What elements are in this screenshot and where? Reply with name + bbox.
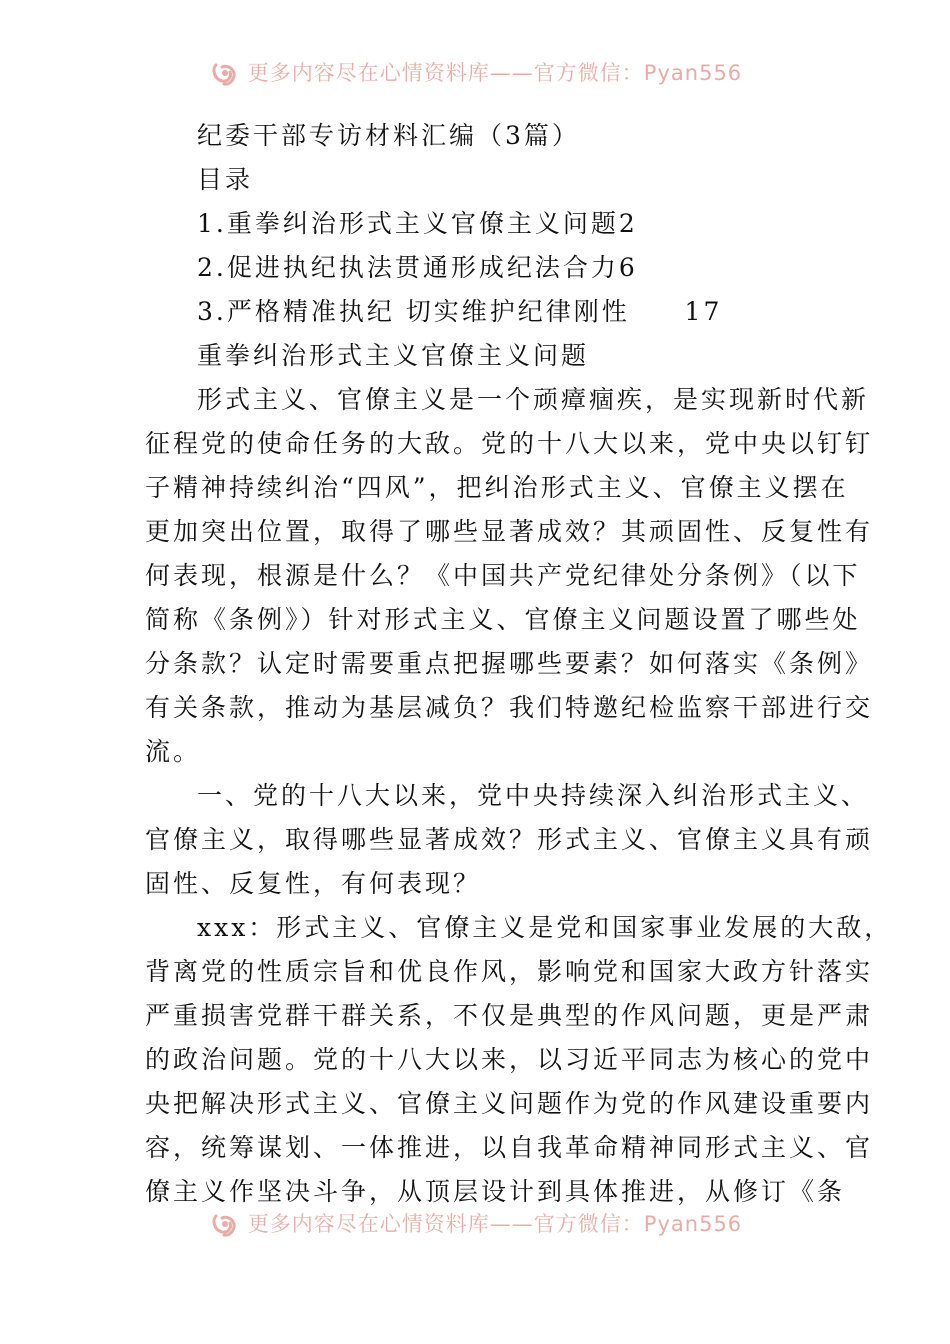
- answer-line: 背离党的性质宗旨和优良作风，影响党和国家大政方针落实: [145, 957, 874, 986]
- paragraph-line: 流。: [145, 737, 202, 766]
- toc-item: 3.严格精准执纪 切实维护纪律刚性 17: [197, 297, 723, 326]
- toc-item: 2.促进执纪执法贯通形成纪法合力6: [197, 253, 638, 282]
- answer-line: 的政治问题。党的十八大以来，以习近平同志为核心的党中: [145, 1045, 874, 1074]
- paragraph-line: 征程党的使命任务的大敌。党的十八大以来，党中央以钉钉: [145, 429, 874, 458]
- paragraph-line: 简称《条例》）针对形式主义、官僚主义问题设置了哪些处: [145, 605, 861, 634]
- answer-line: xxx：形式主义、官僚主义是党和国家事业发展的大敌，: [197, 913, 893, 942]
- question-line: 官僚主义，取得哪些显著成效？形式主义、官僚主义具有顽: [145, 825, 874, 854]
- brand-logo-icon: [208, 55, 242, 89]
- paragraph-line: 何表现，根源是什么？《中国共产党纪律处分条例》（以下: [145, 561, 861, 590]
- toc-heading: 目录: [197, 165, 254, 194]
- answer-line: 僚主义作坚决斗争，从顶层设计到具体推进，从修订《条: [145, 1177, 846, 1206]
- paragraph-line: 有关条款，推动为基层减负？我们特邀纪检监察干部进行交: [145, 693, 874, 722]
- question-line: 一、党的十八大以来，党中央持续深入纠治形式主义、: [197, 781, 870, 810]
- document-title: 纪委干部专访材料汇编（3篇）: [197, 121, 580, 150]
- paragraph-line: 形式主义、官僚主义是一个顽瘴痼疾，是实现新时代新: [197, 385, 870, 414]
- watermark-footer: [0, 1203, 950, 1243]
- paragraph-line: 子精神持续纠治“四风”，把纠治形式主义、官僚主义摆在: [145, 473, 849, 502]
- answer-line: 严重损害党群干群关系，不仅是典型的作风问题，更是严肃: [145, 1001, 874, 1030]
- paragraph-line: 分条款？认定时需要重点把握哪些要素？如何落实《条例》: [145, 649, 874, 678]
- answer-line: 容，统筹谋划、一体推进，以自我革命精神同形式主义、官: [145, 1133, 874, 1162]
- paragraph-line: 更加突出位置，取得了哪些显著成效？其顽固性、反复性有: [145, 517, 874, 546]
- answer-line: 央把解决形式主义、官僚主义问题作为党的作风建设重要内: [145, 1089, 874, 1118]
- watermark-text: 更多内容尽在心情资料库——官方微信：Pyan556: [247, 61, 743, 85]
- question-line: 固性、反复性，有何表现？: [145, 869, 482, 898]
- brand-logo-icon: [208, 1206, 242, 1240]
- watermark-text: 更多内容尽在心情资料库——官方微信：Pyan556: [247, 1212, 743, 1236]
- toc-item: 1.重拳纠治形式主义官僚主义问题2: [197, 209, 638, 238]
- section-title: 重拳纠治形式主义官僚主义问题: [197, 341, 590, 370]
- watermark-header: [0, 52, 950, 92]
